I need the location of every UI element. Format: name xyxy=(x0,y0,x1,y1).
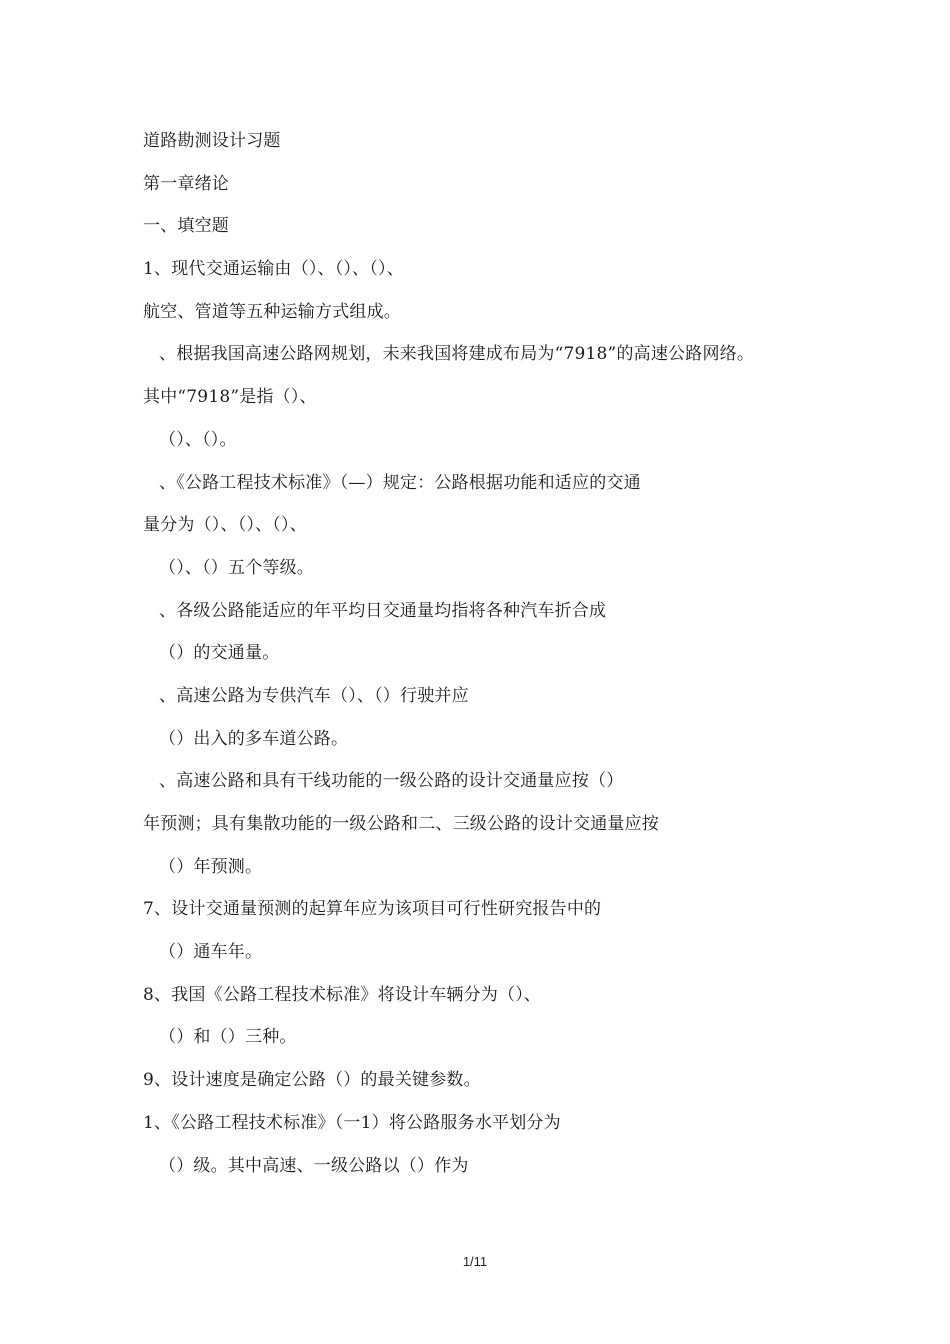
section-heading: 一、填空题 xyxy=(143,216,229,237)
text-line: 1、《公路工程技术标准》（一1）将公路服务水平划分为 xyxy=(143,1112,561,1133)
text-line: 7、设计交通量预测的起算年应为该项目可行性研究报告中的 xyxy=(143,899,602,920)
text-line: （）年预测。 xyxy=(159,856,263,877)
document-body xyxy=(143,120,833,1187)
text-line: （）和（）三种。 xyxy=(159,1027,297,1048)
text-line: 、高速公路为专供汽车（）、（）行驶并应 xyxy=(159,685,469,706)
text-line: 1、现代交通运输由（）、（）、（）、 xyxy=(143,259,404,280)
text-line: 9、设计速度是确定公路（）的最关键参数。 xyxy=(143,1070,481,1091)
text-line: 航空、管道等五种运输方式组成。 xyxy=(143,301,401,322)
text-line: 8、我国《公路工程技术标准》将设计车辆分为（）、 xyxy=(143,984,542,1005)
text-line: 量分为（）、（）、（）、 xyxy=(143,515,307,536)
text-line: 、各级公路能适应的年平均日交通量均指将各种汽车折合成 xyxy=(159,600,607,621)
text-line: 、《公路工程技术标准》（—）规定：公路根据功能和适应的交通 xyxy=(159,472,641,493)
chapter-heading: 第一章绪论 xyxy=(143,173,229,194)
page-number: 1/11 xyxy=(462,1254,488,1269)
document-title: 道路勘测设计习题 xyxy=(143,131,281,151)
text-line: 其中“7918”是指（）、 xyxy=(143,387,317,408)
text-line: （）级。其中高速、一级公路以（）作为 xyxy=(159,1155,469,1176)
text-line: （）、（）五个等级。 xyxy=(159,557,314,578)
text-line: 、高速公路和具有干线功能的一级公路的设计交通量应按（） xyxy=(159,771,624,792)
text-line: 、根据我国高速公路网规划，未来我国将建成布局为“7918”的高速公路网络。 xyxy=(159,344,755,365)
text-line: （）通车年。 xyxy=(159,942,263,963)
text-line: 年预测；具有集散功能的一级公路和二、三级公路的设计交通量应按 xyxy=(143,814,659,834)
text-line: （）出入的多车道公路。 xyxy=(159,728,349,749)
text-line: （）的交通量。 xyxy=(159,643,280,664)
text-line: （）、（）。 xyxy=(159,429,237,450)
